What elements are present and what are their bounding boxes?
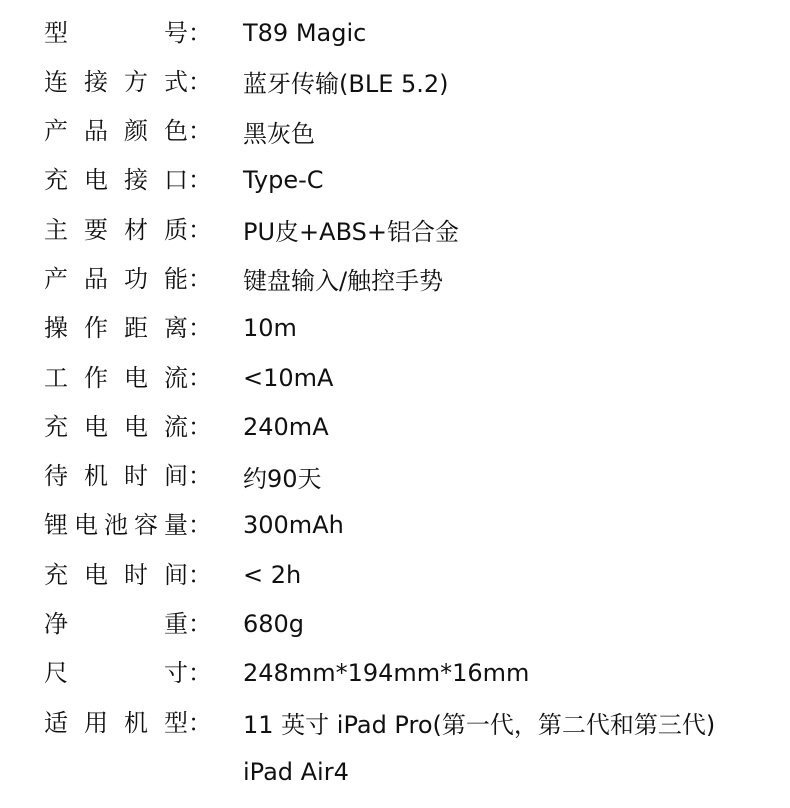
spec-label-char: 距 xyxy=(124,314,148,343)
spec-label-char: 品 xyxy=(84,264,108,293)
spec-label-char: 色： xyxy=(164,117,212,146)
spec-label-char: 容 xyxy=(134,511,158,540)
spec-label-char: 机 xyxy=(84,462,108,491)
spec-label-char: 待 xyxy=(44,462,68,491)
spec-label-char: 作 xyxy=(84,363,108,392)
spec-label-char: 号： xyxy=(164,18,212,47)
spec-label-char: 主 xyxy=(44,215,68,244)
spec-label-char: 品 xyxy=(84,117,108,146)
spec-label-char: 充 xyxy=(44,166,68,195)
spec-label-char: 量： xyxy=(164,511,212,540)
spec-label-char: 能： xyxy=(164,264,212,293)
spec-label-char: 质： xyxy=(164,215,212,244)
spec-label-char: 工 xyxy=(44,363,68,392)
spec-value: 240mA xyxy=(243,412,329,441)
spec-value: PU皮+ABS+铝合金 xyxy=(243,218,459,247)
spec-row-charging-current xyxy=(0,402,790,451)
spec-label-char: 尺 xyxy=(44,659,68,688)
spec-row-material xyxy=(0,205,790,254)
spec-row-charging-time xyxy=(0,550,790,599)
spec-value: 680g xyxy=(243,610,305,639)
spec-label-char: 流： xyxy=(164,363,212,392)
spec-row-model xyxy=(0,8,790,57)
spec-label-char: 充 xyxy=(44,560,68,589)
spec-label-char: 连 xyxy=(44,67,68,96)
spec-row-working-current xyxy=(0,353,790,402)
spec-label-char: 材 xyxy=(124,215,148,244)
spec-label-char: 适 xyxy=(44,708,68,737)
spec-value: < 2h xyxy=(243,560,302,589)
spec-value: <10mA xyxy=(243,363,334,392)
spec-label-char: 充 xyxy=(44,412,68,441)
spec-label-char: 型： xyxy=(164,708,212,737)
spec-value: Type-C xyxy=(243,166,324,195)
spec-label-char: 净 xyxy=(44,610,68,639)
spec-label-char: 锂 xyxy=(44,511,68,540)
spec-label xyxy=(44,600,212,649)
spec-label xyxy=(44,550,212,599)
spec-label-char: 重： xyxy=(164,610,212,639)
spec-label-char: 式： xyxy=(164,67,212,96)
spec-value: 248mm*194mm*16mm xyxy=(243,659,530,688)
spec-label-char: 用 xyxy=(84,708,108,737)
spec-label xyxy=(44,649,212,698)
spec-label-char: 间： xyxy=(164,560,212,589)
spec-row-size xyxy=(0,649,790,698)
spec-label-char: 离： xyxy=(164,314,212,343)
spec-label-char: 寸： xyxy=(164,659,212,688)
spec-row-standby xyxy=(0,452,790,501)
spec-row-connection xyxy=(0,57,790,106)
spec-value: 11 英寸 iPad Pro(第一代，第二代和第三代) xyxy=(243,711,716,740)
spec-value: 黑灰色 xyxy=(243,119,315,148)
spec-value: 10m xyxy=(243,314,297,343)
spec-value: 300mAh xyxy=(243,511,344,540)
spec-label-char: 口： xyxy=(164,166,212,195)
spec-value: 蓝牙传输(BLE 5.2) xyxy=(243,70,449,99)
spec-row-compatibility-continued xyxy=(0,747,790,796)
spec-label xyxy=(44,698,212,747)
spec-label-char: 机 xyxy=(124,708,148,737)
spec-row-distance xyxy=(0,304,790,353)
spec-label xyxy=(44,107,212,156)
spec-label-char: 流： xyxy=(164,412,212,441)
spec-label-char: 电 xyxy=(84,412,108,441)
spec-label-char: 要 xyxy=(84,215,108,244)
spec-label-char: 操 xyxy=(44,314,68,343)
spec-label xyxy=(44,254,212,303)
spec-label xyxy=(44,452,212,501)
spec-label-char: 产 xyxy=(44,117,68,146)
spec-label xyxy=(44,304,212,353)
spec-label-char: 电 xyxy=(74,511,98,540)
spec-label-char: 时 xyxy=(124,560,148,589)
spec-value: 键盘输入/触控手势 xyxy=(243,267,444,296)
spec-row-compatibility xyxy=(0,698,790,747)
spec-label-char: 电 xyxy=(124,412,148,441)
spec-label-char: 接 xyxy=(124,166,148,195)
spec-label xyxy=(44,156,212,205)
spec-label-char: 功 xyxy=(124,264,148,293)
spec-label-char: 电 xyxy=(84,166,108,195)
spec-value: T89 Magic xyxy=(243,18,367,47)
spec-label-char: 时 xyxy=(124,462,148,491)
spec-label-char: 电 xyxy=(84,560,108,589)
spec-value: 约90天 xyxy=(243,464,322,493)
spec-label xyxy=(44,8,212,57)
spec-label xyxy=(44,57,212,106)
spec-row-color xyxy=(0,107,790,156)
spec-value: iPad Air4 xyxy=(243,757,349,786)
spec-label xyxy=(44,205,212,254)
spec-row-function xyxy=(0,254,790,303)
spec-label-char: 作 xyxy=(84,314,108,343)
spec-label xyxy=(44,501,212,550)
spec-label-char: 电 xyxy=(124,363,148,392)
spec-label-char: 型 xyxy=(44,18,68,47)
spec-label-char: 方 xyxy=(124,67,148,96)
spec-label-char: 接 xyxy=(84,67,108,96)
spec-label-char: 产 xyxy=(44,264,68,293)
spec-row-weight xyxy=(0,600,790,649)
spec-row-charging-port xyxy=(0,156,790,205)
spec-label xyxy=(44,402,212,451)
spec-row-battery xyxy=(0,501,790,550)
spec-label-char: 颜 xyxy=(124,117,148,146)
spec-label-char: 间： xyxy=(164,462,212,491)
spec-label-char: 池 xyxy=(104,511,128,540)
spec-label xyxy=(44,353,212,402)
